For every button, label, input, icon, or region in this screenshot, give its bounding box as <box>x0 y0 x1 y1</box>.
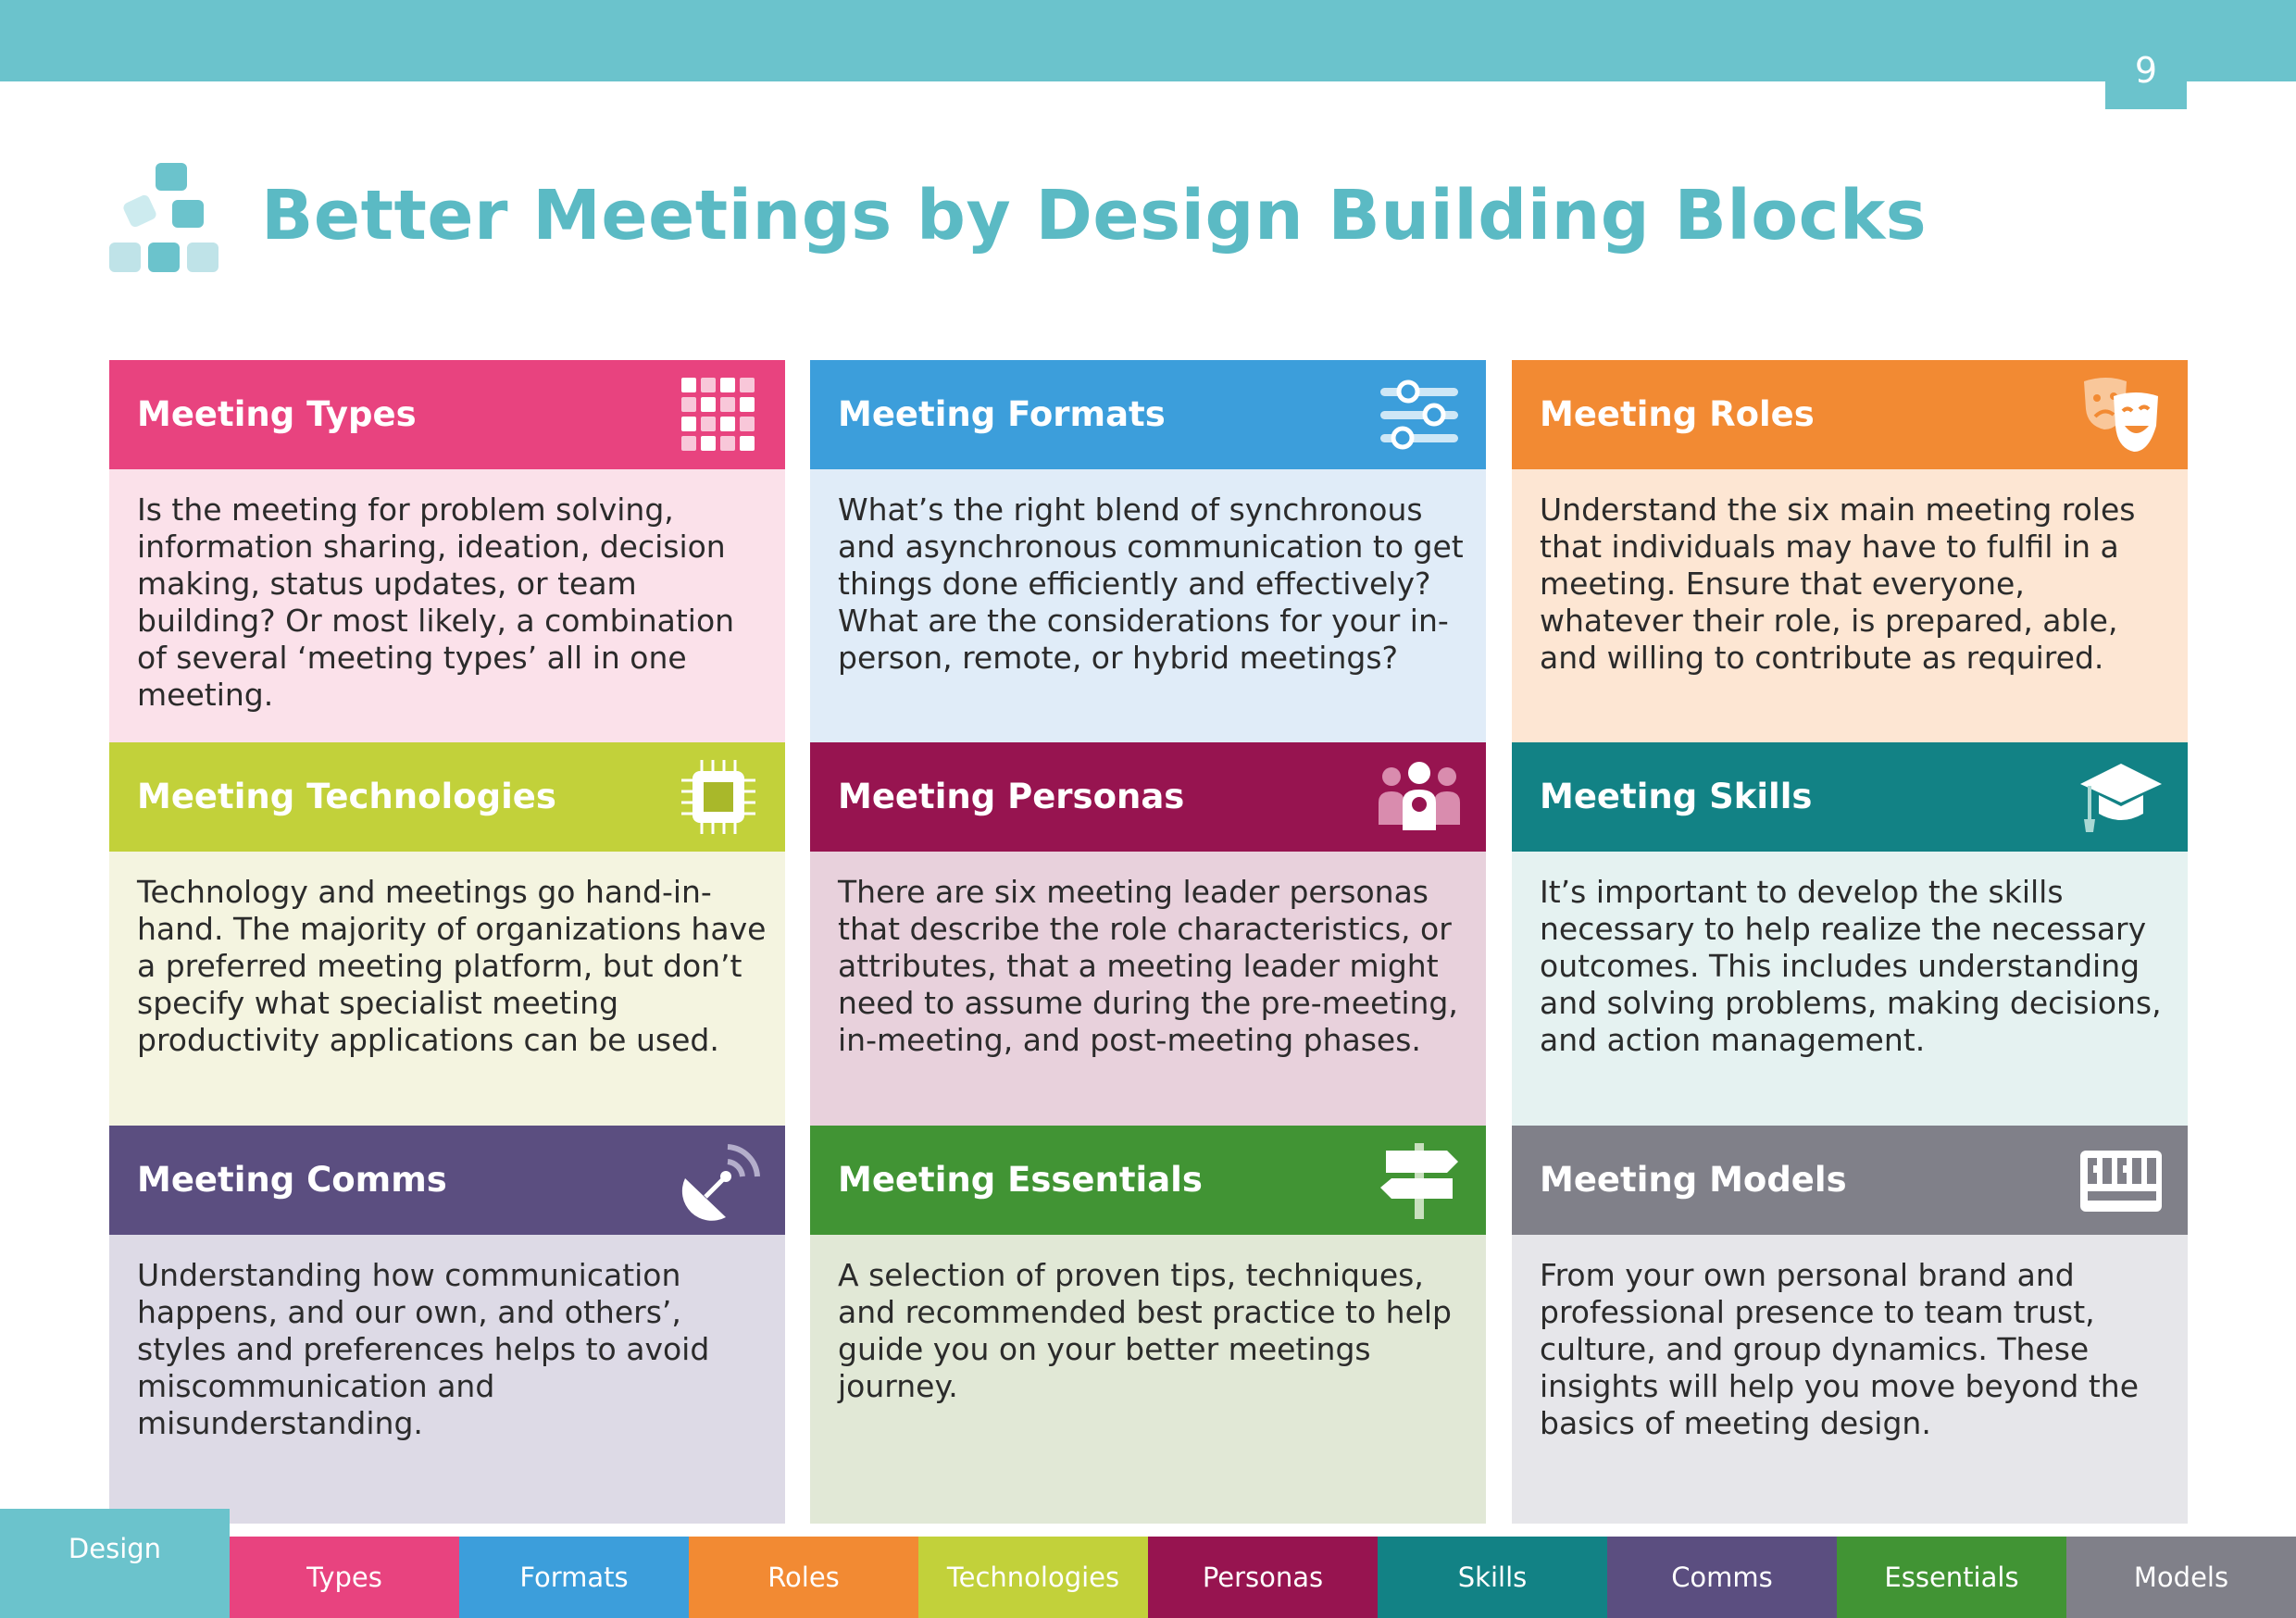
nav-tab-models[interactable]: Models <box>2066 1537 2296 1618</box>
card-title: Meeting Comms <box>137 1160 447 1200</box>
card-header <box>810 1126 1486 1235</box>
card-description: Understanding how communication happens, and our own, and others’, styles and preferences helps to avoid miscommunication and misunderstanding. <box>137 1257 710 1441</box>
card-meeting-essentials <box>810 1126 1486 1524</box>
card-description: From your own personal brand and professional presence to team trust, culture, and group dynamics. These insights will help you move beyond the basics of meeting design. <box>1540 1257 2139 1441</box>
nav-tab-formats[interactable]: Formats <box>459 1537 689 1618</box>
card-header <box>1512 742 2188 852</box>
nav-tab-comms[interactable]: Comms <box>1607 1537 1837 1618</box>
card-title: Meeting Models <box>1540 1160 1847 1200</box>
nav-tab-types[interactable]: Types <box>230 1537 459 1618</box>
card-header <box>109 360 785 469</box>
grid-icon <box>676 372 761 457</box>
card-meeting-personas <box>810 742 1486 1140</box>
card-title: Meeting Roles <box>1540 394 1815 434</box>
page-number: 9 <box>2105 37 2187 109</box>
card-title: Meeting Types <box>137 394 417 434</box>
section-nav <box>0 1509 2296 1618</box>
card-meeting-technologies <box>109 742 785 1140</box>
theater-masks-icon <box>2078 372 2164 457</box>
card-meeting-roles <box>1512 360 2188 758</box>
card-description: What’s the right blend of synchronous and asynchronous communication to get things done efficiently and effectively? What are the considerations for your in-person, remote, or hybrid meetings? <box>838 492 1464 676</box>
card-meeting-skills <box>1512 742 2188 1140</box>
card-body <box>810 852 1486 1140</box>
card-body <box>810 1235 1486 1524</box>
card-body <box>109 469 785 758</box>
sliders-icon <box>1377 372 1462 457</box>
card-header <box>109 742 785 852</box>
card-header <box>1512 360 2188 469</box>
card-title: Meeting Technologies <box>137 777 556 816</box>
card-description: Technology and meetings go hand-in-hand. The majority of organizations have a preferred meeting platform, but don’t specify what specialist meeting productivity applications can be used. <box>137 874 767 1058</box>
people-icon <box>1377 754 1462 840</box>
card-body <box>1512 469 2188 758</box>
card-header <box>1512 1126 2188 1235</box>
chip-icon <box>676 754 761 840</box>
page-title: Better Meetings by Design Building Blocks <box>261 176 1928 255</box>
nav-tab-design[interactable]: Design <box>0 1509 230 1618</box>
card-header <box>109 1126 785 1235</box>
card-description: A selection of proven tips, techniques, and recommended best practice to help guide you on your better meetings journey. <box>838 1257 1452 1404</box>
card-body <box>810 469 1486 758</box>
nav-tab-essentials[interactable]: Essentials <box>1837 1537 2066 1618</box>
graduation-cap-icon <box>2078 754 2164 840</box>
card-body <box>109 852 785 1140</box>
nav-tab-personas[interactable]: Personas <box>1148 1537 1378 1618</box>
card-header <box>810 742 1486 852</box>
card-description: It’s important to develop the skills necessary to help realize the necessary outcomes. This includes understanding and solving problems, making decisions, and action management. <box>1540 874 2162 1058</box>
satellite-dish-icon <box>676 1138 761 1223</box>
card-body <box>109 1235 785 1524</box>
card-title: Meeting Skills <box>1540 777 1813 816</box>
card-body <box>1512 852 2188 1140</box>
card-meeting-comms <box>109 1126 785 1524</box>
card-title: Meeting Formats <box>838 394 1166 434</box>
card-description: Is the meeting for problem solving, information sharing, ideation, decision making, status updates, or team building? Or most likely, a combination of several ‘meeting types’ all in one meeting. <box>137 492 735 713</box>
signpost-icon <box>1377 1138 1462 1223</box>
keyboard-icon <box>2078 1138 2164 1223</box>
nav-tab-skills[interactable]: Skills <box>1378 1537 1607 1618</box>
card-body <box>1512 1235 2188 1524</box>
nav-tab-technologies[interactable]: Technologies <box>918 1537 1148 1618</box>
card-meeting-formats <box>810 360 1486 758</box>
card-header <box>810 360 1486 469</box>
card-description: There are six meeting leader personas that describe the role characteristics, or attributes, that a meeting leader might need to assume during the pre-meeting, in-meeting, and post-meeting phases. <box>838 874 1458 1058</box>
card-title: Meeting Personas <box>838 777 1185 816</box>
card-meeting-types <box>109 360 785 758</box>
card-meeting-models <box>1512 1126 2188 1524</box>
top-banner <box>0 0 2296 81</box>
card-description: Understand the six main meeting roles that individuals may have to fulfil in a meeting. Ensure that everyone, whatever their role, is prepared, able, and willing to contribute as required. <box>1540 492 2136 676</box>
building-blocks-logo-icon <box>107 163 220 274</box>
card-title: Meeting Essentials <box>838 1160 1203 1200</box>
nav-tab-roles[interactable]: Roles <box>689 1537 918 1618</box>
